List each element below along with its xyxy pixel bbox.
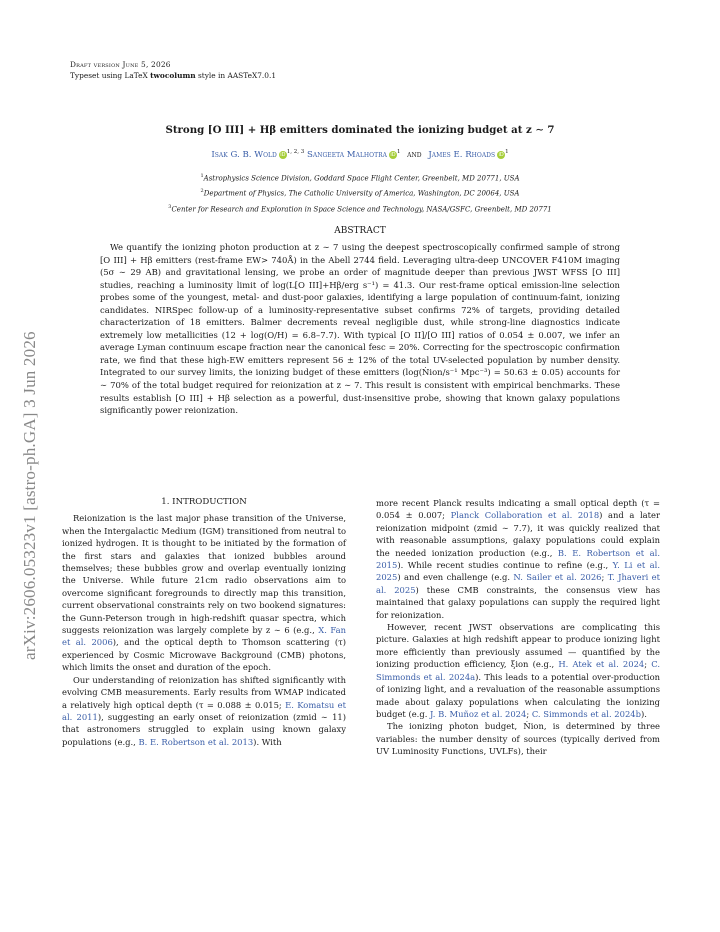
paragraph: more recent Planck results indicating a small optical depth (τ = 0.054 ± 0.007; Planck Collaboration et al. 2018) and a later reionization midpoint (zmid ∼ 7.7), it was quickly realized that with reasonable assumptions, galaxy populations could explain the needed ionization production (e.g., B. E. Robertson et al. 2015). While recent studies continue to refine (e.g., Y. Li et al. 2025) and even challenge (e.g. N. Sailer et al. 2026; T. Jhaveri et al. 2025) these CMB constraints, the consensus view has maintained that galaxy populations can supply the required light for reionization. [376,498,661,620]
author-affil: 1 [396,149,401,155]
abstract-heading: ABSTRACT [334,226,386,236]
citation-link[interactable]: J. B. Muñoz et al. 2024 [430,708,527,719]
left-column [62,496,346,748]
paragraph: The ionizing photon budget, Ṅion, is determined by three variables: the number density of sources (typically derived from UV Luminosity Functions, UVLFs), their [376,721,660,757]
citation-link[interactable]: H. Atek et al. 2024 [558,659,645,670]
author-name[interactable]: Sangeeta Malhotra [307,149,387,160]
section-heading: 1. INTRODUCTION [161,497,247,507]
citation-link[interactable]: C. Simmonds et al. 2024a [376,659,660,682]
authors-and: and [407,149,422,160]
affiliations [0,170,720,216]
author-affil: 1 [505,149,509,155]
latex-logo: LaTeX [124,70,148,80]
affiliation: $^3$Center for Research and Exploration in Space Science and Technology, NASA/GSFC, Greenbelt, MD 20771 [168,203,552,213]
draft-version: Draft version June 5, 2026 [70,60,171,69]
affiliation: $^2$Department of Physics, The Catholic University of America, Washington, DC 20064, USA [200,188,520,198]
citation-link[interactable]: B. E. Robertson et al. 2013 [138,736,254,747]
citation-link[interactable]: X. Fan et al. 2006 [62,625,347,648]
abstract-text: We quantify the ionizing photon production at z ∼ 7 using the deepest spectroscopically confirmed sample of strong [O III] + Hβ emitters (rest-frame EW> 740Å) in the Abell 2744 field. Leveraging ultra-deep UNCOVER F410M imaging (5σ ∼ 29 AB) and gravitational lensing, we probe an order of magnitude deeper than previous JWST WFSS [O III] studies, reaching a luminosity limit of log(L[O III]+Hβ/erg s⁻¹) = 41.3. Our rest-frame optical emission-line selection probes some of the youngest, metal- and dust-poor galaxies, identifying a large population of continuum-faint, ionizing candidates. NIRSpec follow-up of a luminosity-representative subset confirms 72% of targets, providing detailed characterization of 18 emitters. Balmer decrements reveal negligible dust, while strong-line diagnostics indicate extremely low metallicities (12 + log(O/H) = 6.8–7.7). With typical [O II]/[O III] ratios of 0.054 ± 0.007, we infer an average Lyman continuum escape fraction near the canonical fesc = 20%. Correcting for the spectroscopic confirmation rate, we find that these high-EW emitters represent 56 ± 12% of the total UV-selected population by number density. Integrated to our survey limits, the ionizing budget of these emitters (log(Ṅion/s⁻¹ Mpc⁻³) = 50.63 ± 0.05) accounts for ∼ 70% of the total budget required for reionization at z ∼ 7. This result is consistent with empirical benchmarks. These results establish [O III] + Hβ selection as a powerful, dust-insensitive probe, showing that known galaxy populations significantly power reionization. [100,242,620,416]
arxiv-stamp: arXiv:2606.05323v1 [astro-ph.GA] 3 Jun 2026 [20,331,39,660]
right-column [376,497,660,758]
orcid-icon[interactable]: iD [498,151,504,158]
citation-link[interactable]: E. Komatsu et al. 2011 [62,699,347,722]
running-header [70,60,276,81]
author-name[interactable]: James E. Rhoads [428,149,496,160]
typeset-line: Typeset using LaTeX twocolumn style in AASTeX7.0.1 [70,70,277,80]
orcid-icon[interactable]: iD [390,151,396,158]
paragraph: However, recent JWST observations are complicating this picture. Galaxies at high redshift appear to produce ionizing light more efficiently than previously assumed — quantified by the ionizing production efficiency, ξion (e.g., H. Atek et al. 2024; C. Simmonds et al. 2024a). This leads to a potential over-production of ionizing light, and a revaluation of the reasonable assumptions made about galaxy populations when calculating the ionizing budget (e.g. J. B. Muñoz et al. 2024; C. Simmonds et al. 2024b). [376,622,661,719]
paper-title: Strong [O III] + Hβ emitters dominated the ionizing budget at z ∼ 7 [165,124,555,136]
author-affil: 1, 2, 3 [286,149,305,155]
citation-link[interactable]: Y. Li et al. 2025 [376,560,660,583]
citation-link[interactable]: Planck Collaboration et al. 2018 [450,510,600,521]
citation-link[interactable]: N. Sailer et al. 2026 [513,572,602,583]
paragraph: Our understanding of reionization has shifted significantly with evolving CMB measurements. Early results from WMAP indicated a relatively high optical depth (τ = 0.088 ± 0.015; E. Komatsu et al. 2011), suggesting an early onset of reionization (zmid ∼ 11) that astronomers struggled to explain using known galaxy populations (e.g., B. E. Robertson et al. 2013). With [62,674,347,747]
citation-link[interactable]: B. E. Robertson et al. 2015 [376,547,660,571]
author-list [0,149,720,160]
affiliation: $^1$Astrophysics Science Division, Goddard Space Flight Center, Greenbelt, MD 20771, USA [200,173,520,183]
citation-link[interactable]: T. Jhaveri et al. 2025 [376,572,661,595]
author-name[interactable]: Isak G. B. Wold [211,149,277,160]
orcid-icon[interactable]: iD [280,151,286,158]
citation-link[interactable]: C. Simmonds et al. 2024b [531,708,641,719]
paragraph: Reionization is the last major phase transition of the Universe, when the Intergalactic Medium (IGM) transitioned from neutral to ionized hydrogen. It is thought to be initiated by the formation of the first stars and galaxies that ionized bubbles around themselves; these bubbles grow and overlap eventually ionizing the Universe. While future 21cm radio observations aim to overcome significant foregrounds to directly map this transition, current observational constraints rely on two bookend signatures: the Gunn-Peterson trough in high-redshift quasar spectra, which suggests reionization was largely complete by z ∼ 6 (e.g., X. Fan et al. 2006), and the optical depth to Thomson scattering (τ) experienced by Cosmic Microwave Background (CMB) photons, which limits the onset and duration of the epoch. [62,513,347,673]
